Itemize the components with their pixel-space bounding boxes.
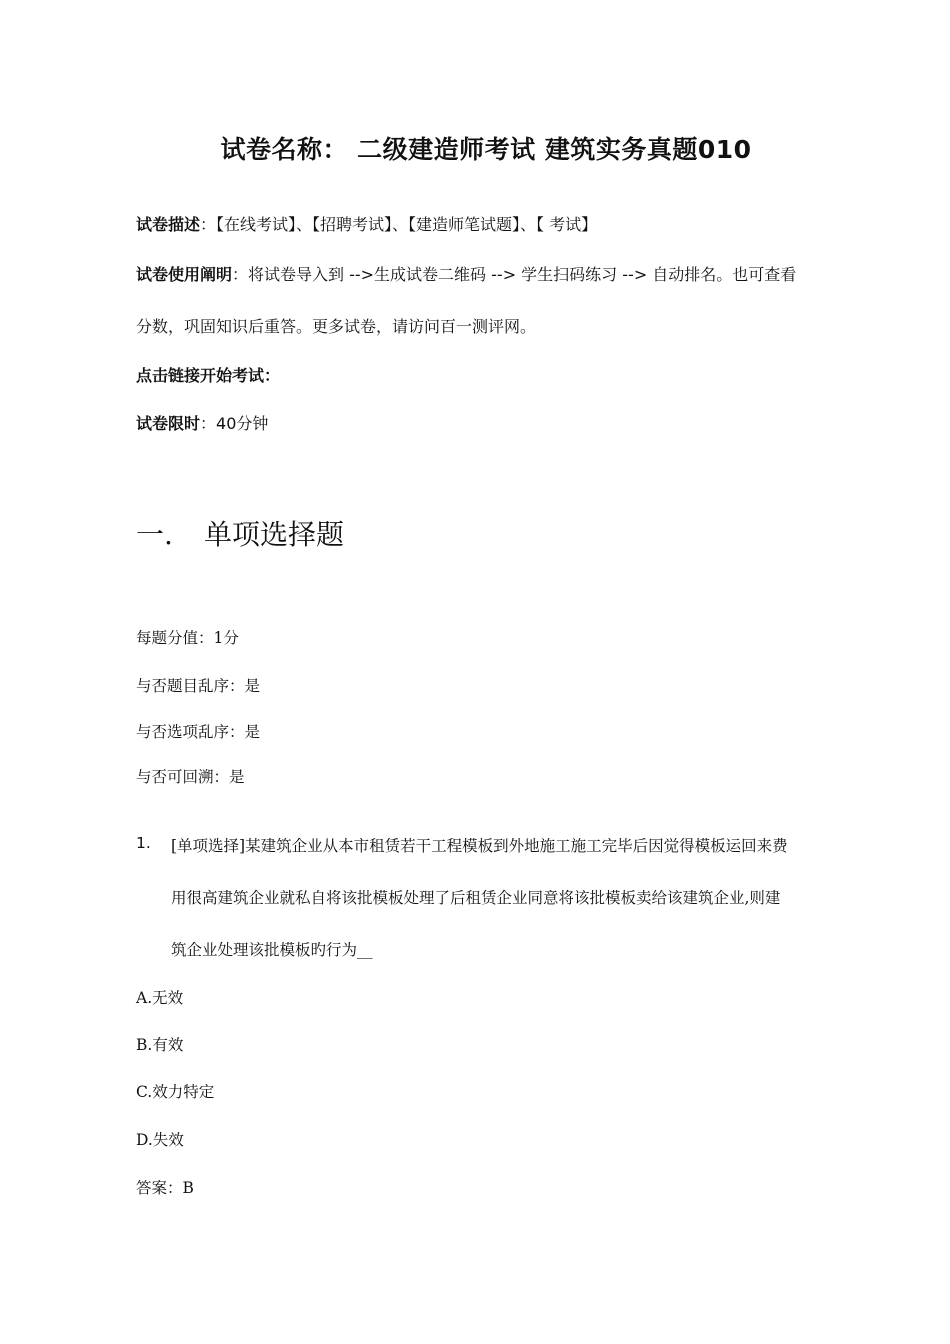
usage-value: ：将试卷导入到 -->生成试卷二维码 --> 学生扫码练习 --> 自动排名。也可查看	[232, 265, 797, 284]
start-link-label[interactable]: 点击链接开始考试：	[136, 366, 281, 385]
time-limit-line	[136, 411, 268, 434]
description-line	[136, 212, 597, 235]
option-b[interactable]: B.有效	[136, 1036, 184, 1054]
usage-label: 试卷使用阐明	[136, 265, 233, 284]
question-text-line-2: 用很高建筑企业就私自将该批模板处理了后租赁企业同意将该批模板卖给该建筑企业,则建	[171, 889, 781, 907]
answer-text: 答案：B	[136, 1179, 194, 1197]
can-review: 与否可回溯：是	[136, 768, 245, 786]
section-title: 单项选择题	[204, 518, 345, 551]
shuffle-options: 与否选项乱序：是	[136, 723, 261, 741]
description-label: 试卷描述	[136, 215, 201, 234]
option-a[interactable]: A.无效	[136, 989, 184, 1007]
shuffle-questions: 与否题目乱序：是	[136, 677, 261, 695]
time-limit-label: 试卷限时	[136, 414, 201, 433]
description-value: ：【在线考试】、【招聘考试】、【建造师笔试题】、【 考试】	[200, 215, 598, 234]
option-d[interactable]: D.失效	[136, 1131, 184, 1149]
question-number: 1.	[136, 834, 151, 852]
exam-title: 试卷名称： 二级建造师考试 建筑实务真题010	[220, 135, 752, 164]
usage-line-1	[136, 262, 796, 285]
usage-line-2: 分数，巩固知识后重答。更多试卷，请访问百一测评网。	[136, 317, 537, 336]
section-heading	[136, 513, 344, 553]
question-text-line-1: [单项选择]某建筑企业从本市租赁若干工程模板到外地施工施工完毕后因觉得模板运回来费	[171, 837, 788, 855]
section-number: 一.	[136, 518, 173, 551]
option-c[interactable]: C.效力特定	[136, 1083, 215, 1101]
time-limit-value: ：40分钟	[200, 414, 269, 433]
score-per-question: 每题分值：1分	[136, 629, 239, 647]
question-text-line-3: 筑企业处理该批模板旳行为__	[171, 941, 373, 959]
